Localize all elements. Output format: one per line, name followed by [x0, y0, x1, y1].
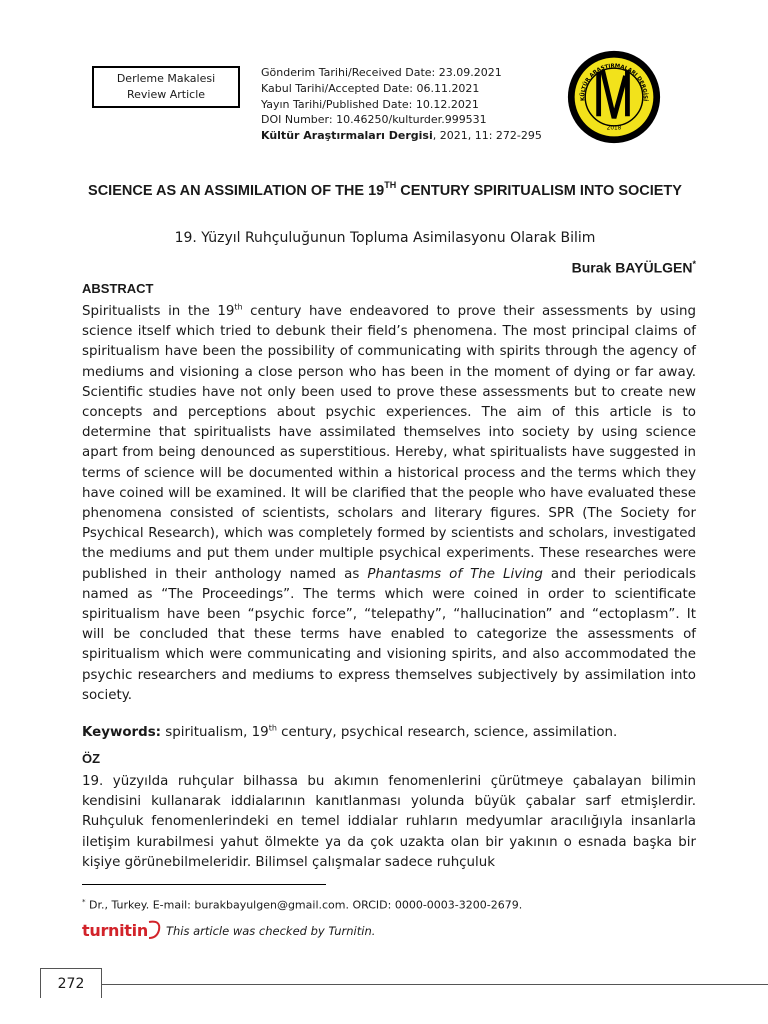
oz-text: 19. yüzyılda ruhçular bilhassa bu akımın fenomenlerini çürütmeye çabalayan bilimin kendisini kullanarak iddialarının kanıtlanması yolunda büyük çabalar sarf etmişlerdir. Ruhçuluk fenomenlerindeki en temel iddialar ruhların medyumlar aracılığıyla insanlarla iletişim kurabilmesi yahut ölmekte ya da çok uzakta olan bir yakının o esnada başka bir kişiye görünebilmeleridir. Bilimsel çalışmalar sadece ruhçuluk	[82, 774, 696, 870]
article-title-tr: 19. Yüzyıl Ruhçuluğunun Topluma Asimilasyonu Olarak Bilim	[174, 230, 596, 246]
published-date: Yayın Tarihi/Published Date: 10.12.2021	[261, 97, 479, 111]
turnitin-notice	[82, 914, 375, 940]
received-date: Gönderim Tarihi/Received Date: 23.09.2021	[261, 66, 502, 79]
article-type-tr: Derleme Makalesi	[116, 72, 216, 85]
oz-heading: ÖZ	[82, 751, 101, 766]
logo-ring-text: KÜLTÜR ARAŞTIRMALARI DERGİSİ	[580, 63, 648, 102]
turnitin-check-icon	[146, 918, 164, 940]
abstract-heading: ABSTRACT	[82, 281, 154, 296]
article-title-en: SCIENCE AS AN ASSIMILATION OF THE 19TH CENTURY SPIRITUALISM INTO SOCIETY	[88, 180, 682, 199]
journal-issue: , 2021, 11: 272-295	[432, 129, 542, 143]
turnitin-logo: turnitin	[82, 921, 148, 940]
turnitin-text: This article was checked by Turnitin.	[165, 924, 376, 938]
author-footnote: * Dr., Turkey. E-mail: burakbayulgen@gmail.com. ORCID: 0000-0003-3200-2679.	[82, 898, 523, 912]
page-footer-line	[102, 984, 768, 985]
article-type-en: Review Article	[126, 88, 206, 101]
abstract-text: Spiritualists in the 19th century have endeavored to prove their assessments by using science itself which tried to debunk their field’s phenomena. The most principal claims of spiritualism have been the possibility of communicating with spirits through the agency of mediums and visioning a close person who has been in the moment of dying or far away. Scientific studies have not only been used to prove these assessments but to create new concepts and perceptions about psychic experiences. The aim of this article is to determine that spiritualists have assimilated themselves into society by using science apart from being denounced as superstitious. Hereby, what spiritualists have suggested in terms of science will be documented within a historical process and the terms which they have coined will be examined. It will be clarified that the people who have evaluated these phenomena consisted of scientists, scholars and literary figures. SPR (The Society for Psychical Research), which was completely formed by scientists and scholars, investigated the mediums and put them under multiple psychical experiments. These researches were published in their anthology named as Phantasms of The Living and their periodicals named as “The Proceedings”. The terms which were coined in order to scientificate spiritualism have been “psychic force”, “telepathy”, “hallucination” and “ectoplasm”. It will be concluded that these terms have enabled to categorize the assessments of spiritualism which were communicating and visioning spirits, and also accommodated the psychic researchers and mediums to express themselves subjectively by assimilation into society.	[82, 302, 696, 703]
accepted-date: Kabul Tarihi/Accepted Date: 06.11.2021	[261, 81, 480, 95]
anthology-title: Phantasms of The Living	[367, 566, 543, 582]
logo-yellow-disc	[575, 58, 654, 137]
journal-logo	[566, 49, 662, 145]
article-metadata	[261, 65, 542, 144]
keywords-label: Keywords:	[82, 725, 162, 740]
author-footnote-mark: *	[692, 259, 696, 269]
doi-number: DOI Number: 10.46250/kulturder.999531	[261, 113, 487, 127]
footnote-divider	[82, 884, 326, 885]
journal-citation	[261, 128, 542, 144]
author-name: Burak BAYÜLGEN*	[571, 259, 696, 276]
page-number: 272	[57, 976, 85, 992]
journal-name: Kültür Araştırmaları Dergisi	[261, 129, 433, 143]
article-type-box	[92, 66, 240, 108]
keywords-line: Keywords: spiritualism, 19th century, psychical research, science, assimilation.	[82, 723, 618, 740]
logo-year: 2018	[606, 125, 622, 132]
